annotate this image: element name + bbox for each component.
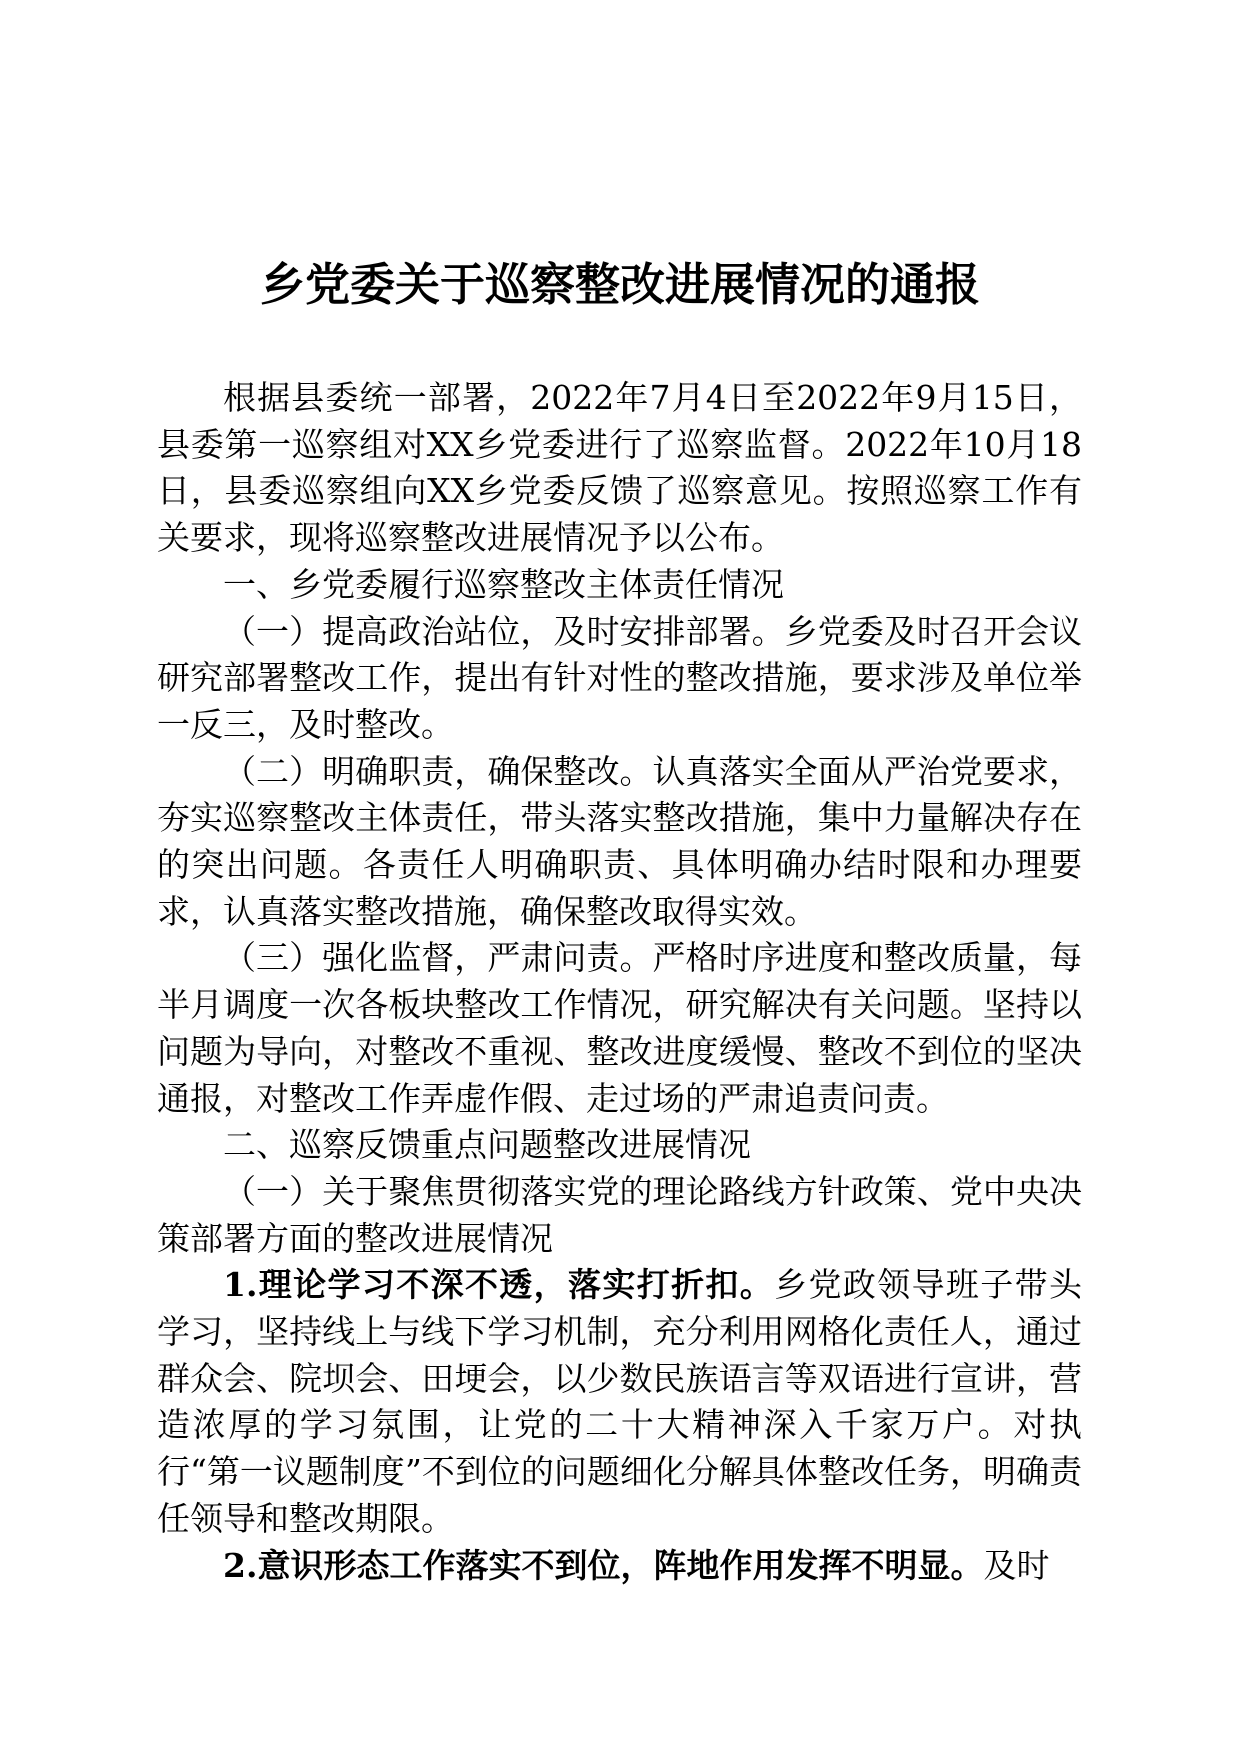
section-2-subheading-1: （一）关于聚焦贯彻落实党的理论路线方针政策、党中央决策部署方面的整改进展情况: [157, 1171, 1082, 1258]
section-1-item-1: （一）提高政治站位，及时安排部署。乡党委及时召开会议研究部署整改工作，提出有针对性的整改措施，要求涉及单位举一反三，及时整改。: [157, 611, 1082, 744]
section-1-heading: 一、乡党委履行巡察整改主体责任情况: [223, 564, 784, 604]
point-1-text: 乡党政领导班子带头学习，坚持线上与线下学习机制，充分利用网格化责任人，通过群众会、院坝会、田埂会，以少数民族语言等双语进行宣讲，营造浓厚的学习氛围，让党的二十大精神深入千家万户。对执行“第一议题制度”不到位的问题细化分解具体整改任务，明确责任领导和整改期限。: [157, 1265, 1083, 1538]
section-1-item-2: （二）明确职责，确保整改。认真落实全面从严治党要求，夯实巡察整改主体责任，带头落实整改措施，集中力量解决存在的突出问题。各责任人明确职责、具体明确办结时限和办理要求，认真落实整改措施，确保整改取得实效。: [157, 751, 1082, 931]
document-title: 乡党委关于巡察整改进展情况的通报: [259, 258, 980, 311]
point-2-title: 2.意识形态工作落实不到位，阵地作用发挥不明显。: [223, 1545, 984, 1585]
section-1-item-3: （三）强化监督，严肃问责。严格时序进度和整改质量，每半月调度一次各板块整改工作情况，研究解决有关问题。坚持以问题为导向，对整改不重视、整改进度缓慢、整改不到位的坚决通报，对整改工作弄虚作假、走过场的严肃追责问责。: [157, 938, 1082, 1118]
point-2-paragraph: [157, 1543, 1082, 1590]
document-body: [157, 375, 1082, 1589]
point-1-paragraph: [157, 1262, 1082, 1542]
point-2-text: 及时: [983, 1545, 1050, 1585]
intro-paragraph: 根据县委统一部署，2022年7月4日至2022年9月15日，县委第一巡察组对XX乡党委进行了巡察监督。2022年10月18日，县委巡察组向XX乡党委反馈了巡察意见。按照巡察工作有关要求，现将巡察整改进展情况予以公布。: [157, 378, 1082, 558]
section-2-heading: 二、巡察反馈重点问题整改进展情况: [223, 1125, 751, 1165]
point-1-title: 1.理论学习不深不透，落实打折扣。: [223, 1265, 775, 1305]
